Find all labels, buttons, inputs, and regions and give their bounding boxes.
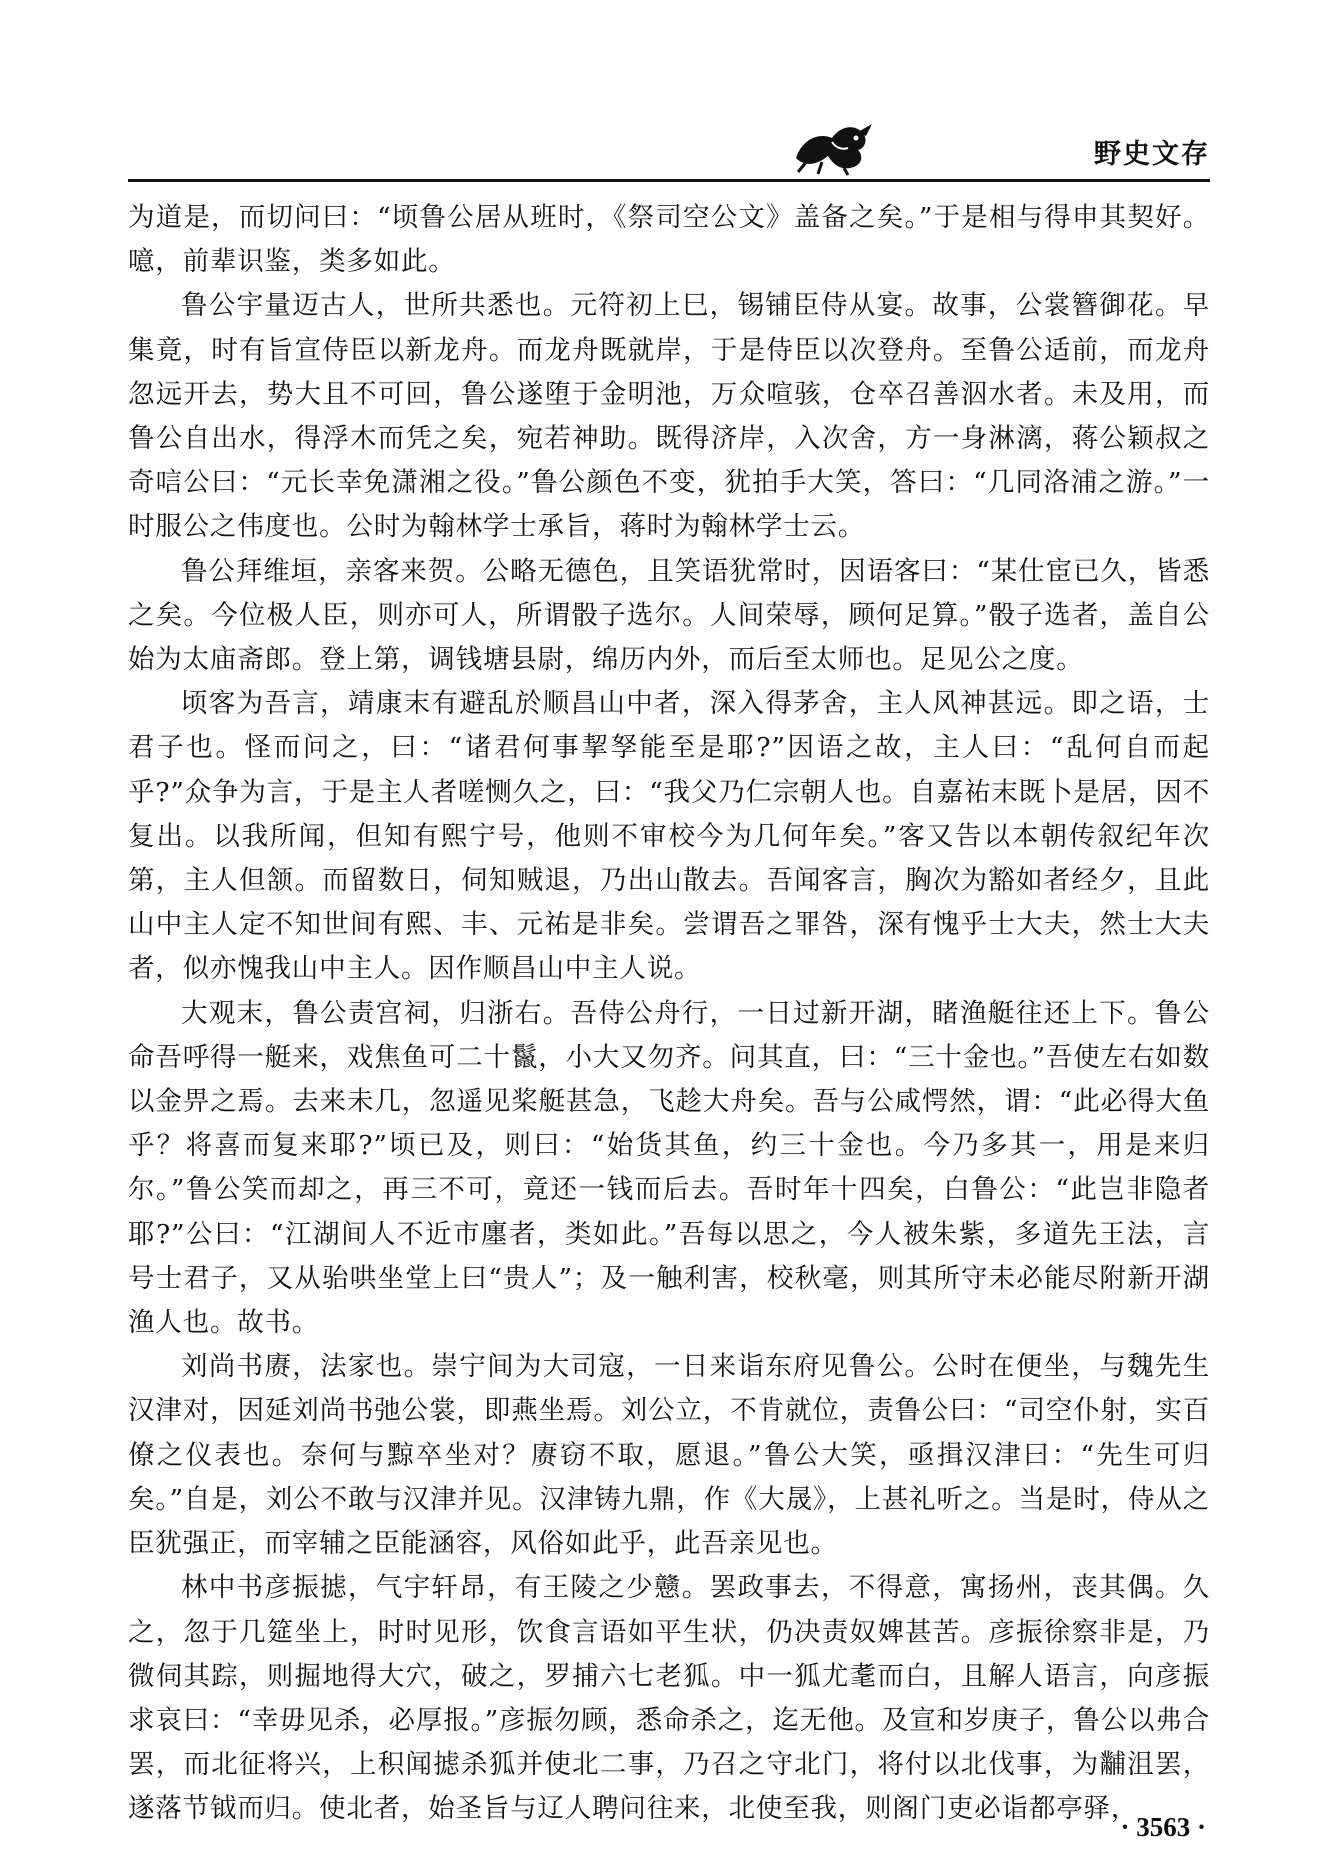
dragon-ornament-icon xyxy=(788,118,878,176)
running-title: 野史文存 xyxy=(1094,139,1210,170)
header-rule xyxy=(128,179,1210,182)
paragraph: 顷客为吾言，靖康末有避乱於顺昌山中者，深入得茅舍，主人风神甚远。即之语，士君子也。怪而问之，曰：“诸君何事挈孥能至是耶?”因语之故，主人曰：“乱何自而起乎?”众争为言，于是主人者嗟恻久之，曰：“我父乃仁宗朝人也。自嘉祐末既卜是居，因不复出。以我所闻，但知有熙宁号，他则不审校今为几何年矣。”客又告以本朝传叙纪年次第，主人但颔。而留数日，伺知贼退，乃出山散去。吾闻客言，胸次为豁如者经夕，且此山中主人定不知世间有熙、丰、元祐是非矣。尝谓吾之罪咎，深有愧乎士大夫，然士大夫者，似亦愧我山中主人。因作顺昌山中主人说。 xyxy=(128,688,1210,985)
paragraph: 林中书彦振摅，气宇轩昂，有王陵之少戆。罢政事去，不得意，寓扬州，丧其偶。久之，忽于几筵坐上，时时见形，饮食言语如平生状，仍决责奴婢甚苦。彦振徐察非是，乃微伺其踪，则掘地得大穴，破之，罗捕六七老狐。中一狐尤耄而白，且解人语言，向彦振求哀曰：“幸毋见杀，必厚报。”彦振勿顾，悉命杀之，迄无他。及宣和岁庚子，鲁公以弗合罢，而北征将兴，上积闻摅杀狐并使北二事，乃召之守北门，将付以北伐事，为黼沮罢，遂落节钺而归。使北者，始圣旨与辽人聘问往来，北使至我，则阁门吏必诣都亭驿， xyxy=(128,1572,1210,1825)
body-text xyxy=(128,196,1210,1832)
paragraph: 刘尚书赓，法家也。崇宁间为大司寇，一日来诣东府见鲁公。公时在便坐，与魏先生汉津对，因延刘尚书弛公裳，即燕坐焉。刘公立，不肯就位，责鲁公曰：“司空仆射，实百僚之仪表也。奈何与黥卒坐对？赓窃不取，愿退。”鲁公大笑，亟揖汉津曰：“先生可归矣。”自是，刘公不敢与汉津并见。汉津铸九鼎，作《大晟》，上甚礼听之。当是时，侍从之臣犹强正，而宰辅之臣能涵容，风俗如此乎，此吾亲见也。 xyxy=(128,1351,1210,1560)
paragraph: 鲁公宇量迈古人，世所共悉也。元符初上巳，锡铺臣侍从宴。故事，公裳簪御花。早集竟，时有旨宣侍臣以新龙舟。而龙舟既就岸，于是侍臣以次登舟。至鲁公适前，而龙舟忽远开去，势大且不可回，鲁公遂堕于金明池，万众喧骇，仓卒召善泅水者。未及用，而鲁公自出水，得浮木而凭之矣，宛若神助。既得济岸，入次舍，方一身淋漓，蒋公颖叔之奇唁公曰：“元长幸免潇湘之役。”鲁公颜色不变，犹拍手大笑，答曰：“几同洛浦之游。”一时服公之伟度也。公时为翰林学士承旨，蒋时为翰林学士云。 xyxy=(128,290,1210,543)
paragraph: 大观末，鲁公责宫祠，归浙右。吾侍公舟行，一日过新开湖，睹渔艇往还上下。鲁公命吾呼得一艇来，戏焦鱼可二十鬣，小大又勿齐。问其直，曰：“三十金也。”吾使左右如数以金畀之焉。去来未几，忽遥见桨艇甚急，飞趁大舟矣。吾与公咸愕然，谓：“此必得大鱼乎？将喜而复来耶?”顷已及，则曰：“始货其鱼，约三十金也。今乃多其一，用是来归尔。”鲁公笑而却之，再三不可，竟还一钱而后去。吾时年十四矣，白鲁公：“此岂非隐者耶?”公曰：“江湖间人不近市廛者，类如此。”吾每以思之，今人被朱紫，多道先王法，言号士君子，又从骀哄坐堂上曰“贵人”；及一触利害，校秋毫，则其所守未必能尽附新开湖渔人也。故书。 xyxy=(128,997,1210,1339)
page-number: · 3563 · xyxy=(1120,1812,1206,1842)
running-header xyxy=(128,118,1210,182)
paragraph: 为道是，而切问曰：“顷鲁公居从班时，《祭司空公文》盖备之矣。”于是相与得申其契好。噫，前辈识鉴，类多如此。 xyxy=(128,202,1210,278)
paragraph: 鲁公拜维垣，亲客来贺。公略无德色，且笑语犹常时，因语客曰：“某仕宦已久，皆悉之矣。今位极人臣，则亦可人，所谓骰子选尔。人间荣辱，顾何足算。”骰子选者，盖自公始为太庙斋郎。登上第，调钱塘县尉，绵历内外，而后至太师也。足见公之度。 xyxy=(128,555,1210,676)
